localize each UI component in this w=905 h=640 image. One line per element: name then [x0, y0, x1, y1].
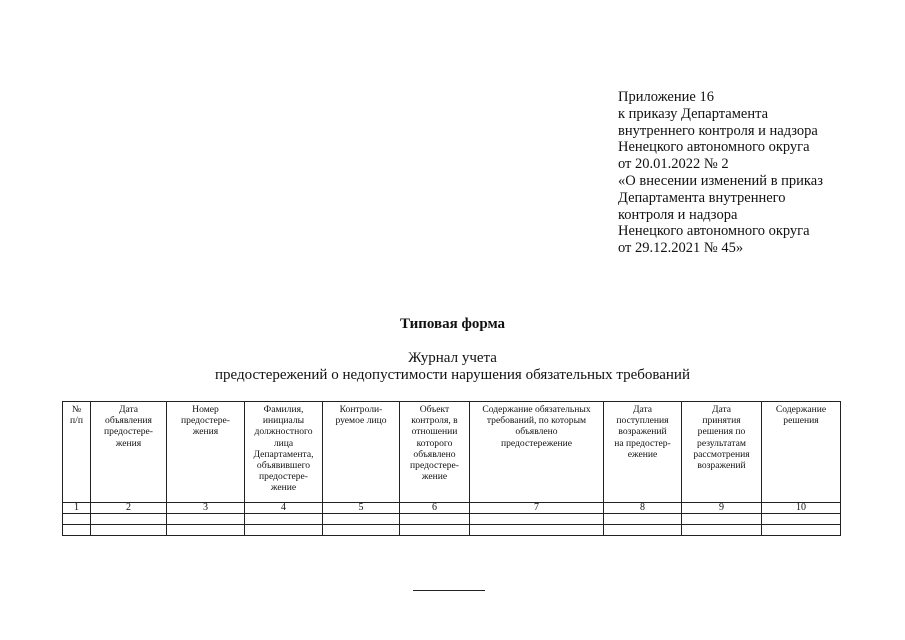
- column-header-4: [245, 402, 323, 503]
- column-number: 8: [604, 503, 682, 514]
- appendix-line: Ненецкого автономного округа: [618, 139, 810, 156]
- column-header-10: [762, 402, 841, 503]
- column-number: 2: [91, 503, 167, 514]
- column-header-line: Номер: [192, 404, 219, 415]
- column-header-line: объявившего: [256, 460, 311, 472]
- journal-title-line: предостережений о недопустимости нарушения обязательных требований: [215, 367, 690, 383]
- column-header-6: [400, 402, 470, 503]
- table-cell: [682, 525, 762, 536]
- journal-title-line: Журнал учета: [408, 350, 497, 366]
- column-header-line: принятия: [702, 415, 741, 427]
- column-header-line: ежение: [627, 448, 658, 460]
- journal-title: [0, 350, 905, 384]
- table-cell: [63, 525, 91, 536]
- column-header-line: №: [71, 404, 82, 415]
- appendix-header: [618, 89, 878, 257]
- column-header-line: Дата: [118, 404, 139, 415]
- table-cell: [400, 514, 470, 525]
- table-cell: [604, 525, 682, 536]
- column-header-line: возражений: [618, 426, 667, 438]
- appendix-line: к приказу Департамента: [618, 105, 769, 122]
- column-number: 5: [323, 503, 400, 514]
- column-header-line: Дата: [632, 404, 653, 415]
- table-cell: [245, 525, 323, 536]
- column-header-line: предостере-: [410, 460, 459, 472]
- column-header-line: Департамента,: [253, 448, 314, 460]
- column-header-line: предостере-: [259, 471, 308, 483]
- column-number: 1: [63, 503, 91, 514]
- table-header-row: [63, 402, 841, 503]
- column-header-line: инициалы: [262, 415, 305, 427]
- column-header-line: предостере-: [104, 426, 153, 438]
- table-cell: [167, 514, 245, 525]
- column-header-9: [682, 402, 762, 503]
- table-row: [63, 525, 841, 536]
- column-header-line: Дата: [711, 404, 732, 415]
- table-cell: [762, 514, 841, 525]
- table-cell: [470, 525, 604, 536]
- appendix-line: от 29.12.2021 № 45»: [618, 240, 744, 257]
- table-cell: [604, 514, 682, 525]
- table-number-row: [63, 503, 841, 514]
- column-header-3: [167, 402, 245, 503]
- table-cell: [762, 525, 841, 536]
- column-header-line: которого: [416, 437, 453, 449]
- appendix-line: Департамента внутреннего: [618, 189, 786, 206]
- column-header-line: объявлено: [515, 426, 558, 438]
- column-header-line: контроля, в: [411, 415, 458, 427]
- column-header-line: требований, по которым: [486, 415, 587, 427]
- column-header-line: предостере-: [181, 415, 230, 427]
- appendix-line: контроля и надзора: [618, 206, 738, 223]
- column-number: 6: [400, 503, 470, 514]
- column-header-line: лица: [273, 437, 294, 449]
- column-number: 4: [245, 503, 323, 514]
- table-row: [63, 514, 841, 525]
- table-cell: [323, 525, 400, 536]
- column-header-line: объявлено: [413, 448, 456, 460]
- column-header-line: возражений: [697, 460, 746, 472]
- column-header-line: решения по: [697, 426, 746, 438]
- column-header-line: п/п: [70, 415, 83, 427]
- column-header-line: отношении: [411, 426, 458, 438]
- table-cell: [91, 514, 167, 525]
- column-header-line: Контроли-: [339, 404, 383, 415]
- column-header-line: решения: [783, 415, 819, 427]
- column-header-line: жение: [421, 471, 448, 483]
- column-number: 9: [682, 503, 762, 514]
- column-header-5: [323, 402, 400, 503]
- column-header-line: предостережение: [500, 437, 573, 449]
- column-header-line: рассмотрения: [693, 448, 750, 460]
- table-cell: [91, 525, 167, 536]
- column-header-line: объявления: [105, 415, 152, 427]
- appendix-line: внутреннего контроля и надзора: [618, 122, 818, 139]
- journal-table: [62, 401, 841, 536]
- column-header-line: жение: [270, 482, 297, 494]
- appendix-line: Ненецкого автономного округа: [618, 223, 810, 240]
- table-cell: [167, 525, 245, 536]
- column-header-line: на предостер-: [614, 437, 671, 449]
- column-header-8: [604, 402, 682, 503]
- column-header-2: [91, 402, 167, 503]
- column-header-line: поступления: [616, 415, 669, 427]
- appendix-line: «О внесении изменений в приказ: [618, 172, 823, 189]
- form-title: Типовая форма: [399, 316, 506, 332]
- appendix-line: Приложение 16: [618, 89, 714, 105]
- column-header-line: жения: [192, 426, 219, 438]
- column-header-line: Содержание: [775, 404, 827, 415]
- table-cell: [245, 514, 323, 525]
- column-header-1: [63, 402, 91, 503]
- column-header-7: [470, 402, 604, 503]
- table-cell: [470, 514, 604, 525]
- column-header-line: результатам: [697, 437, 746, 449]
- table-cell: [63, 514, 91, 525]
- column-number: 10: [762, 503, 841, 514]
- column-header-line: жения: [115, 437, 142, 449]
- separator-line: [413, 590, 485, 591]
- appendix-line: от 20.01.2022 № 2: [618, 156, 729, 173]
- table-cell: [323, 514, 400, 525]
- column-number: 7: [470, 503, 604, 514]
- table-cell: [682, 514, 762, 525]
- column-header-line: должностного: [254, 426, 313, 438]
- table-cell: [400, 525, 470, 536]
- column-header-line: Содержание обязательных: [482, 404, 591, 415]
- column-header-line: Объект: [419, 404, 450, 415]
- column-header-line: руемое лицо: [335, 415, 387, 427]
- column-number: 3: [167, 503, 245, 514]
- column-header-line: Фамилия,: [263, 404, 304, 415]
